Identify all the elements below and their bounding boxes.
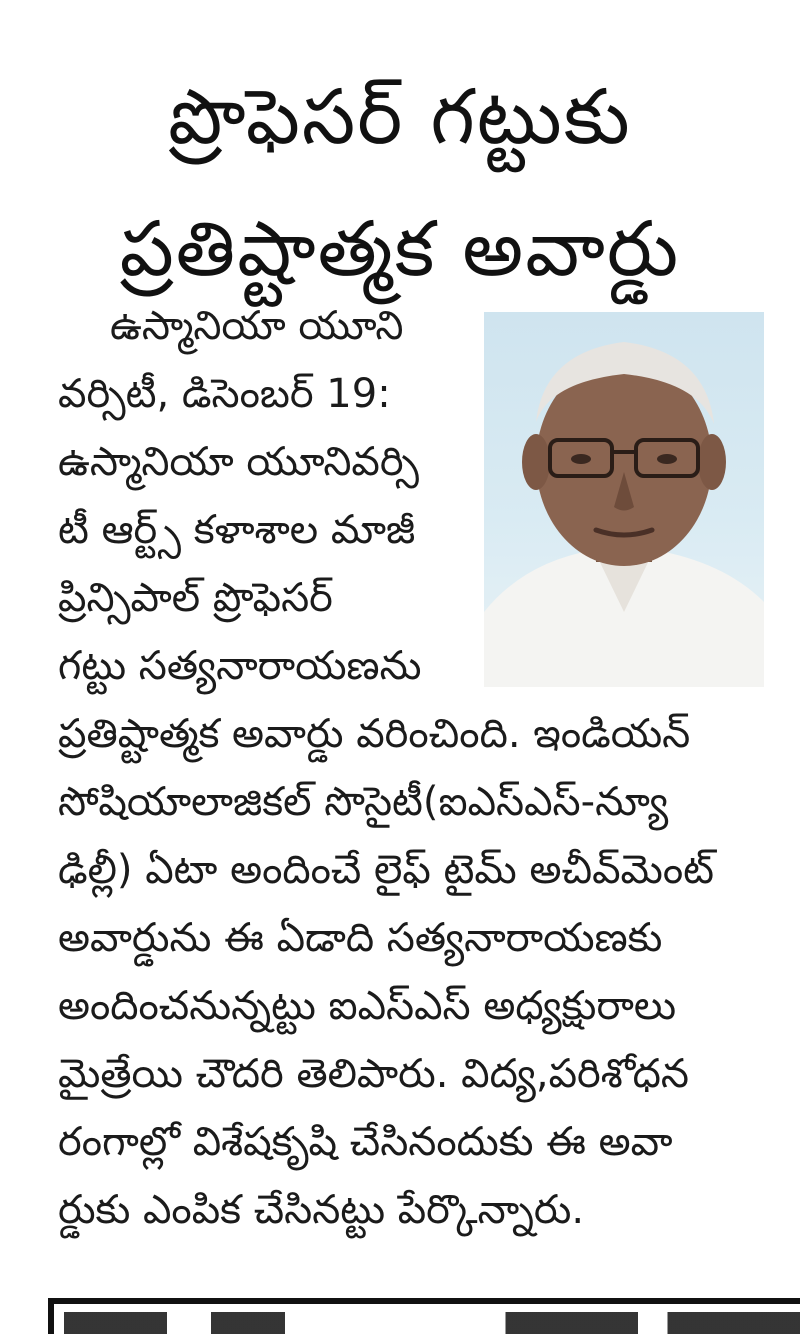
body-line-13: రంగాల్లో విశేషకృషి చేసినందుకు ఈ అవా xyxy=(58,1119,673,1165)
body-line-10: అవార్డును ఈ ఏడాది సత్యనారాయణకు xyxy=(58,915,663,961)
body-line-5: ప్రిన్సిపాల్ ప్రొఫెసర్ xyxy=(58,575,333,621)
headline-line-2: ప్రతిష్టాత్మక అవార్డు xyxy=(119,203,681,293)
body-line-12: మైత్రేయి చౌదరి తెలిపారు. విద్య,పరిశోధన xyxy=(58,1051,689,1097)
body-line-14: ర్డుకు ఎంపిక చేసినట్టు పేర్కొన్నారు. xyxy=(58,1187,585,1233)
body-line-11: అందించనున్నట్టు ఐఎస్ఎస్ అధ్యక్షురాలు xyxy=(58,983,677,1029)
body-line-3: ఉస్మానియా యూనివర్సి xyxy=(58,439,419,485)
body-line-7: ప్రతిష్టాత్మక అవార్డు వరించింది. ఇండియన్ xyxy=(58,711,691,757)
headline-line-1: ప్రొఫెసర్ గట్టుకు xyxy=(168,71,632,161)
cropped-headline-strip xyxy=(64,1312,800,1334)
body-line-4: టీ ఆర్ట్స్ కళాశాల మాజీ xyxy=(58,507,416,553)
body-line-1: ఉస్మానియా యూని xyxy=(110,303,404,349)
body-line-9: ఢిల్లీ) ఏటా అందించే లైఫ్ టైమ్ అచీవ్‌మెంట్ xyxy=(58,847,715,893)
next-article-header-fragment xyxy=(48,1298,800,1334)
portrait-illustration xyxy=(484,312,764,687)
body-line-8: సోషియాలాజికల్ సొసైటీ(ఐఎస్ఎస్-న్యూ xyxy=(58,779,669,825)
portrait-photo xyxy=(484,312,764,687)
body-line-2: వర్సిటీ, డిసెంబర్ 19: xyxy=(58,371,391,417)
body-line-6: గట్టు సత్యనారాయణను xyxy=(58,643,422,689)
